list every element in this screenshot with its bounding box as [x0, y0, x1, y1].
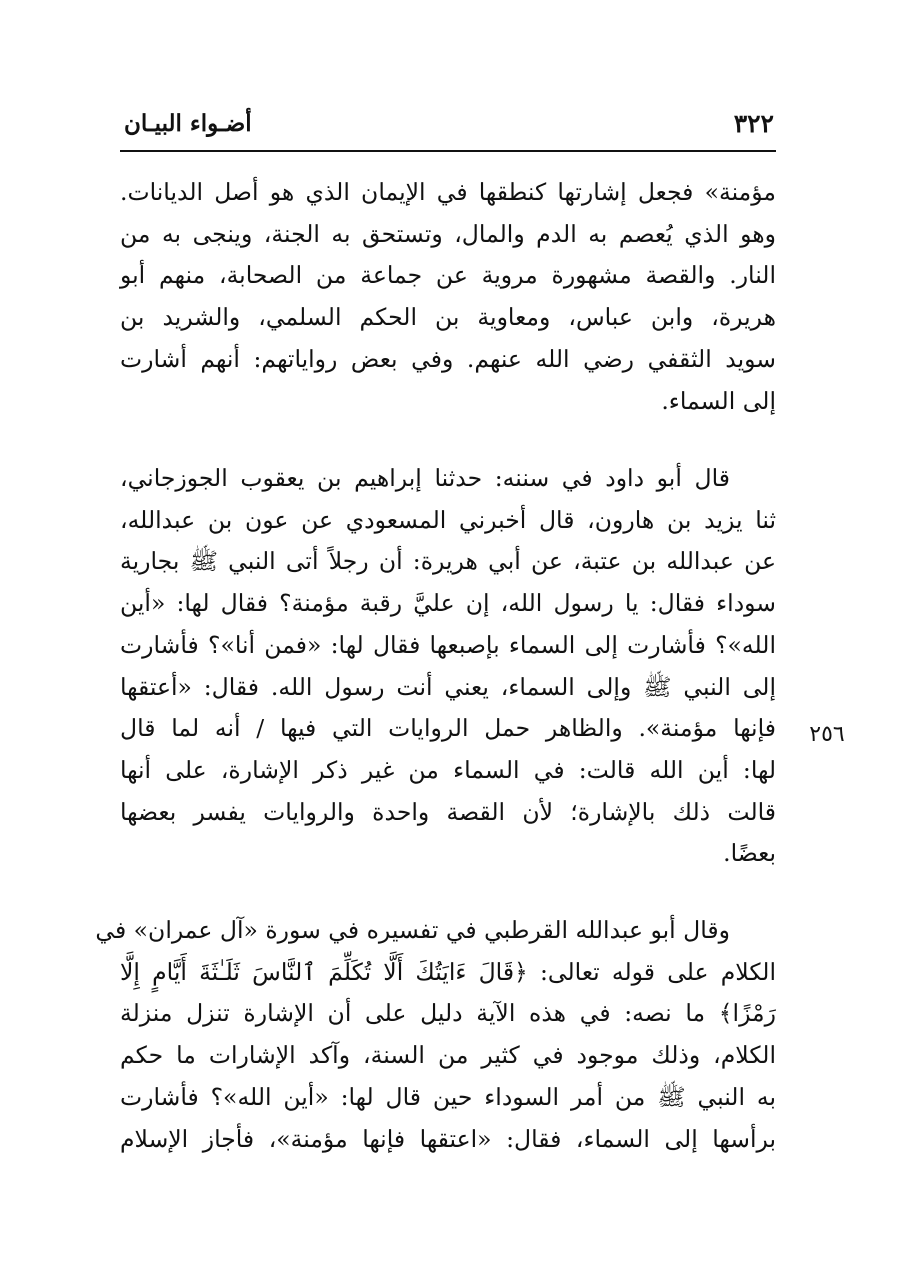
text-line: قالت ذلك بالإشارة؛ لأن القصة واحدة والروايات يفسر بعضها [120, 797, 776, 826]
page-header [120, 104, 776, 152]
text-line: رَمْزًا﴾ ما نصه: في هذه الآية دليل على أن الإشارة تنزل منزلة [120, 999, 776, 1028]
text-line: الكلام، وذلك موجود في كثير من السنة، وآكد الإشارات ما حكم [120, 1041, 776, 1070]
text-line: وهو الذي يُعصم به الدم والمال، وتستحق به الجنة، وينجى به من [120, 219, 776, 248]
text-line: لها: أين الله قالت: في السماء من غير ذكر الإشارة، على أنها [120, 755, 776, 784]
text-line: سوداء فقال: يا رسول الله، إن عليَّ رقبة مؤمنة؟ فقال لها: «أين [120, 589, 776, 618]
paragraph-3 [95, 910, 776, 1160]
text-line: إلى النبي ﷺ وإلى السماء، يعني أنت رسول الله. فقال: «أعتقها [120, 672, 776, 701]
text-line: قال أبو داود في سننه: حدثنا إبراهيم بن يعقوب الجوزجاني، [120, 464, 730, 492]
text-line: عن عبدالله بن عتبة، عن أبي هريرة: أن رجلاً أتى النبي ﷺ بجارية [120, 547, 776, 576]
text-line: به النبي ﷺ من أمر السوداء حين قال لها: «أين الله»؟ فأشارت [120, 1082, 776, 1111]
header-rule [120, 150, 776, 152]
paragraph-1 [120, 172, 776, 422]
text-line: ثنا يزيد بن هارون، قال أخبرني المسعودي عن عون بن عبدالله، [120, 505, 776, 534]
text-line: برأسها إلى السماء، فقال: «اعتقها فإنها مؤمنة»، فأجاز الإسلام [120, 1124, 776, 1153]
paragraph-2 [120, 458, 776, 875]
text-line: سويد الثقفي رضي الله عنهم. وفي بعض رواياتهم: أنهم أشارت [120, 344, 776, 373]
text-line: وقال أبو عبدالله القرطبي في تفسيره في سورة «آل عمران» في [95, 916, 730, 944]
text-line: الكلام على قوله تعالى: ﴿قَالَ ءَايَتُكَ أَلَّا تُكَلِّمَ ٱلنَّاسَ ثَلَـٰثَةَ أَيَّامٍ إِلَّا [120, 957, 776, 986]
running-title: أضـواء البيـان [124, 110, 252, 137]
text-line: فإنها مؤمنة». والظاهر حمل الروايات التي فيها / أنه لما قال [120, 714, 776, 743]
margin-page-reference: ٢٥٦ [809, 722, 845, 747]
page-number: ٣٢٢ [733, 109, 774, 138]
text-line: بعضًا. [723, 839, 776, 868]
text-line: النار. والقصة مشهورة مروية عن جماعة من الصحابة، منهم أبو [120, 261, 776, 290]
text-line: إلى السماء. [661, 386, 776, 415]
text-line: هريرة، وابن عباس، ومعاوية بن الحكم السلمي، والشريد بن [120, 303, 776, 332]
text-line: الله»؟ فأشارت إلى السماء بإصبعها فقال لها: «فمن أنا»؟ فأشارت [120, 630, 776, 659]
text-line: مؤمنة» فجعل إشارتها كنطقها في الإيمان الذي هو أصل الديانات. [120, 178, 776, 206]
